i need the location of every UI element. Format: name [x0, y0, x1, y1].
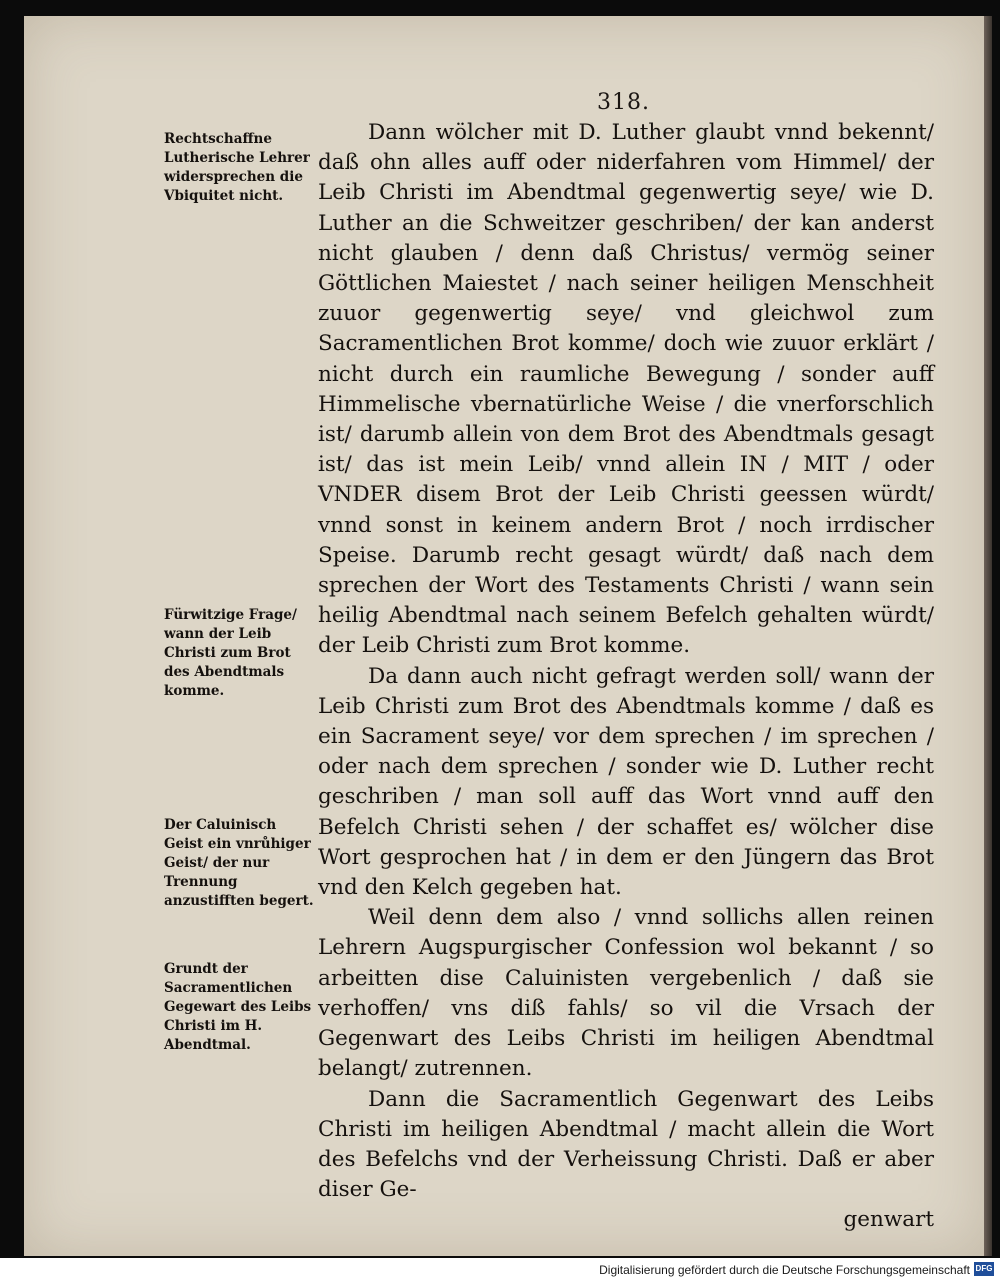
- margin-note-3: Der Caluinisch Geist ein vnrůhiger Geist/ der nur Trennung anzustifften begert.: [164, 817, 314, 909]
- paragraph-2: Da dann auch nicht gefragt werden soll/ wann der Leib Christi zum Brot des Abendtmals komme / daß es ein Sacrament seye/ vor dem sprechen / im sprechen / oder nach dem sprechen / sonder wie D. Luther recht geschriben / man soll auff das Wort vnnd auff den Befelch Christi sehen / der schaffet es/ wölcher dise Wort gesprochen hat / in dem er den Jüngern das Brot vnd den Kelch gegeben hat.: [318, 663, 934, 901]
- book-spine-edge: [984, 16, 992, 1256]
- paragraph-3: Weil denn dem also / vnnd sollichs allen reinen Lehrern Augspurgischer Confession wol bekannt / so arbeitten dise Caluinisten vergebenlich / daß sie verhoffen/ vns diß fahls/ so vil die Vrsach der Gegenwart des Leibs Christi im heiligen Abendtmal belangt/ zutrennen.: [318, 905, 934, 1082]
- margin-note-4: Grundt der Sacramentlichen Gegewart des Leibs Christi im H. Abendtmal.: [164, 961, 312, 1053]
- dfg-logo-icon: DFG: [974, 1262, 994, 1276]
- catchword: genwart: [843, 1207, 934, 1233]
- footer-bar: [0, 1258, 1000, 1282]
- footer-credit: Digitalisierung gefördert durch die Deutsche Forschungsgemeinschaft: [599, 1263, 970, 1277]
- paragraph-1: Dann wölcher mit D. Luther glaubt vnnd bekennt/ daß ohn alles auff oder niderfahren vom Himmel/ der Leib Christi im Abendtmal gegenwertig seye/ wie D. Luther an die Schweitzer geschriben/ der kan anderst nicht glauben / denn daß Christus/ vermög seiner Göttlichen Maiestet / nach seiner heiligen Menschheit zuuor gegenwertig seye/ vnd gleichwol zum Sacramentlichen Brot komme/ doch wie zuuor erklärt / nicht durch ein raumliche Bewegung / sonder auff Himmelische vbernatürliche Weise / die vnerforschlich ist/ darumb allein von dem Brot des Abendtmals gesagt ist/ das ist mein Leib/ vnnd allein IN / MIT / oder VNDER disem Brot der Leib Christi geessen würdt/ vnnd sonst in keinem andern Brot / noch irrdischer Speise. Darumb recht gesagt würdt/ daß nach dem sprechen der Wort des Testaments Christi / wann sein heilig Abendtmal nach seinem Befelch gehalten würdt/ der Leib Christi zum Brot komme.: [318, 120, 934, 659]
- page-number: 318.: [597, 90, 650, 115]
- margin-note-1: Rechtschaffne Lutherische Lehrer widersprechen die Vbiquitet nicht.: [164, 131, 310, 204]
- margin-note-2: Fürwitzige Frage/ wann der Leib Christi zum Brot des Abendtmals komme.: [164, 607, 297, 699]
- main-text-block: [318, 118, 934, 1236]
- paragraph-4: Dann die Sacramentlich Gegenwart des Leibs Christi im heiligen Abendtmal / macht allein die Wort des Befelchs vnd der Verheissung Christi. Daß er aber diser Ge-: [318, 1086, 934, 1203]
